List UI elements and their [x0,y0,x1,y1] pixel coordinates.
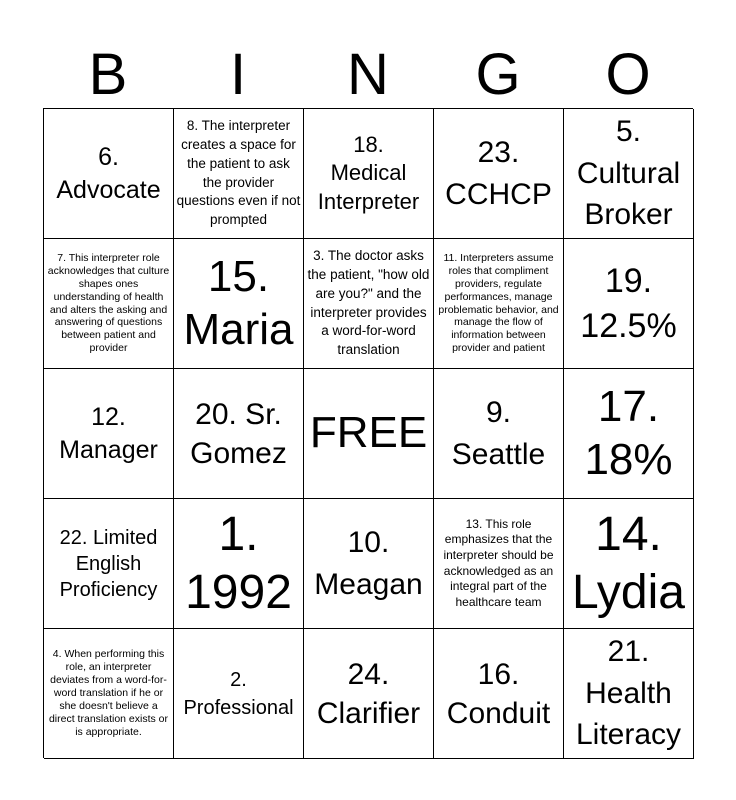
cell-text: 10. Meagan [314,526,423,601]
cell-text: 3. The doctor asks the patient, "how old are you?" and the interpreter provides a word-for-word translation [307,247,430,358]
bingo-cell[interactable] [564,369,694,499]
bingo-cell[interactable] [44,239,174,369]
bingo-cell[interactable] [44,499,174,629]
cell-text: 17. 18% [584,381,673,484]
bingo-cell[interactable] [174,499,304,629]
cell-text: 20. Sr. Gomez [190,397,287,470]
bingo-header [43,42,693,108]
free-space-text: FREE [309,408,428,458]
header-letter-n: N [347,42,389,107]
cell-text: 8. The interpreter creates a space for the patient to ask the provider questions even if not prompted [176,117,301,228]
cell-text: 13. This role emphasizes that the interpreter should be acknowledged as an integral part of the healthcare team [443,516,554,609]
bingo-cell[interactable] [564,239,694,369]
cell-text: 21. Health Literacy [575,635,682,752]
cell-text: 2. Professional [183,668,294,719]
cell-text: 18. Medical Interpreter [317,131,420,214]
bingo-cell[interactable] [434,629,564,759]
bingo-cell[interactable] [434,369,564,499]
bingo-cell[interactable] [434,239,564,369]
bingo-cell[interactable] [564,629,694,759]
bingo-cell[interactable] [44,369,174,499]
cell-text: 22. Limited English Proficiency [59,526,158,601]
cell-text: 4. When performing this role, an interpreter deviates from a word-for-word translation if he or she doesn't believe a direct translation exists or is appropriate. [48,648,169,738]
bingo-cell[interactable] [304,239,434,369]
cell-text: 19. 12.5% [580,262,677,345]
bingo-cell[interactable] [434,109,564,239]
cell-text: 9. Seattle [451,395,546,471]
cell-text: 14. Lydia [572,507,685,619]
header-letter-o: O [605,42,651,107]
bingo-cell[interactable] [434,499,564,629]
cell-text: 12. Manager [59,403,158,464]
cell-text: 24. Clarifier [316,657,421,730]
cell-text: 15. Maria [183,251,294,354]
bingo-cell[interactable] [174,109,304,239]
cell-text: 6. Advocate [56,143,161,204]
cell-text: 23. CCHCP [445,136,552,211]
bingo-cell[interactable] [174,369,304,499]
header-letter-i: I [229,42,247,107]
free-space-cell[interactable] [304,369,434,499]
cell-text: 11. Interpreters assume roles that compliment providers, regulate performances, manage problematic behavior, and manage the flow of information between provider and patient [438,251,559,355]
bingo-cell[interactable] [304,109,434,239]
header-letter-g: G [475,42,521,107]
bingo-cell[interactable] [44,629,174,759]
bingo-cell[interactable] [174,239,304,369]
bingo-cell[interactable] [564,109,694,239]
bingo-cell[interactable] [174,629,304,759]
cell-text: 7. This interpreter role acknowledges that culture shapes ones understanding of health and alters the asking and answering of questions between patient and provider [47,251,170,355]
bingo-cell[interactable] [304,629,434,759]
bingo-cell[interactable] [564,499,694,629]
bingo-cell[interactable] [304,499,434,629]
bingo-cell[interactable] [44,109,174,239]
cell-text: 16. Conduit [446,657,551,730]
cell-text: 1. 1992 [185,507,292,619]
cell-text: 5. Cultural Broker [576,115,681,232]
header-letter-b: B [88,42,128,107]
bingo-card-grid [43,108,693,758]
